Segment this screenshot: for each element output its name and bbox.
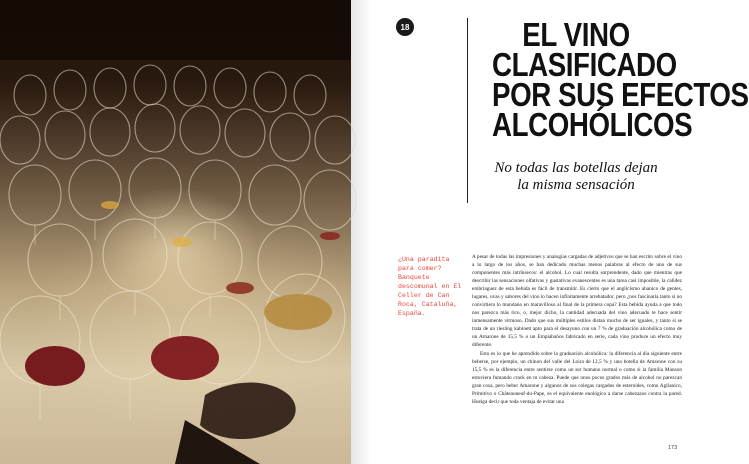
title-line: ALCOHÓLICOS xyxy=(492,106,693,143)
photo-caption: ¿Una paradita para comer? Banquete descomunal en El Celler de Can Roca, Cataluña, España. xyxy=(398,256,462,317)
subtitle-line: No todas las botellas dejan xyxy=(494,160,658,176)
chapter-number-badge: 18 xyxy=(396,18,414,36)
wine-glasses-photo xyxy=(0,0,351,464)
title-line: CLASIFICADO xyxy=(492,46,677,83)
body-paragraph: A pesar de todas las impresiones y analogías cargadas de adjetivos que se han escrito sobre el vino a lo largo de los años, se han dedicado muchas menos palabras al efecto de uno de sus componentes más intrínsecos: el alcohol. Lo cual resulta sorprendente, dado que mientras que describir las sensaciones olfativas y gustativas evanescentes es una tarea casi imposible, la calidez embriaguez de esta bebida es fácil de transmitir. Es cierto que el anglicismo abanico de gentes, lugares, uvas y sabores del vino lo hacen infinitamente arrebatador, pero ¿nos fascinaría tanto si no convirtiera lo mundano en maravilloso al final de la primera copa? Esta bebida ayuda a que todo nos parezca más rico, o, mejor dicho, la cantidad adecuada del vino adecuado te hace sentir inmensamente virtuoso. Dado que sus múltiples estilos distan mucho de ser iguales, y tanto si se trata de un riesling kabinett apto para el desayuno con un 7 % de graduación alcohólica como de un Amarone de 15,5 % o un Empiabaños fabricado en serie, cada vino produce un efecto muy diferente. xyxy=(472,254,682,348)
page-gutter-shadow xyxy=(351,0,371,464)
title-vertical-rule xyxy=(467,18,468,203)
title-line: EL VINO xyxy=(522,16,630,53)
body-paragraph: Esto es lo que he aprendido sobre la graduación alcohólica: la diferencia al día siguiente entre beberse, por ejemplo, un chinon del valle del Loira de 12,5 % y una botella de Amarone con su 15,5 % es la diferencia entre sentirse como un ser humano normal o como si la familia Manson estuviera fumando crack en tu cabeza. Puede que unos pocos grados más de alcohol no parezcan gran cosa, pero beber Amarone y algunos de sus colegas cargados de esteroides, como Aglianico, Primitivo o Châteauneuf-du-Pape, es el equivalente enológico a darse cabezazos contra la pared. Hueiga decir que toda ventaja de evitar una xyxy=(472,351,682,405)
title-line: POR SUS EFECTOS xyxy=(492,76,749,113)
article-title xyxy=(492,16,749,143)
article-subtitle xyxy=(476,160,676,194)
article-body xyxy=(472,253,682,407)
page-number: 173 xyxy=(668,445,678,451)
subtitle-line: la misma sensación xyxy=(517,177,635,193)
wine-glasses-illustration xyxy=(0,0,351,464)
